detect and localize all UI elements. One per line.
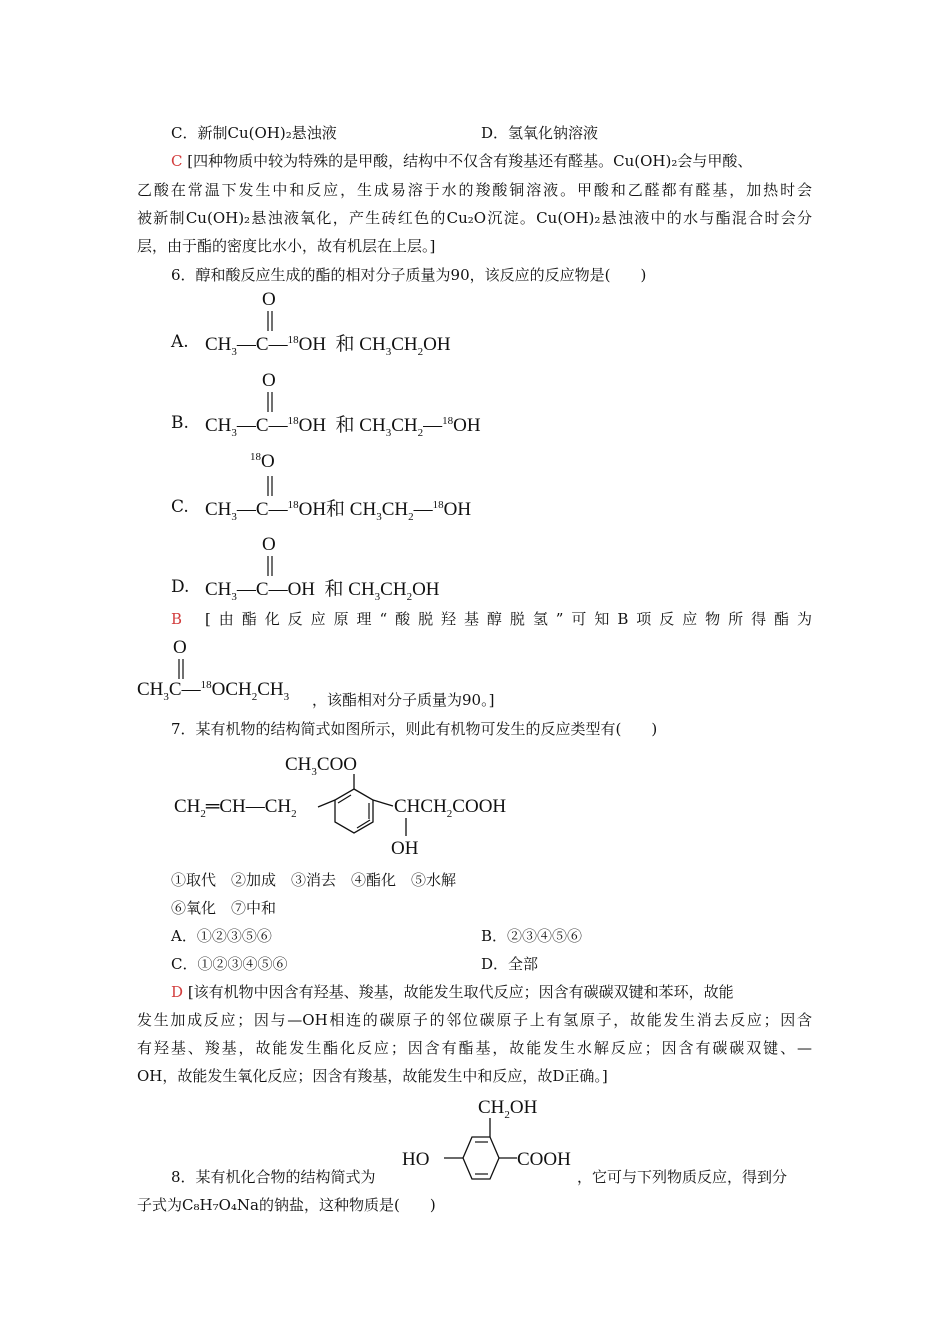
- q7-stem: 7．某有机物的结构简式如图所示，则此有机物可发生的反应类型有( ): [171, 720, 658, 738]
- q8-hydroxy-group: HO: [402, 1149, 430, 1170]
- q7-types-line2: ⑥氧化 ⑦中和: [171, 899, 277, 917]
- q6-option-d-formula: $CH_3—C—OH$ 和 $CH_3CH_2OH$: [205, 579, 440, 603]
- q8-benzene-ring: [420, 1118, 520, 1188]
- q7-hydroxyl-group: OH: [391, 838, 419, 859]
- q6-option-d-letter: D.: [171, 577, 190, 597]
- q6-option-b-letter: B.: [171, 413, 189, 433]
- q6-option-c-letter: C.: [171, 497, 189, 517]
- q8-stem-line2: 子式为C₈H₇O₄Na的钠盐，这种物质是( ): [137, 1196, 436, 1214]
- q7-answer-letter: D: [171, 983, 184, 1001]
- q8-carboxyl-group: COOH: [517, 1149, 571, 1170]
- q7-option-a: A．①②③⑤⑥: [171, 927, 272, 945]
- q7-allyl-chain: $CH_2═CH—CH_2$: [174, 796, 297, 820]
- q6-answer-letter: B: [171, 610, 183, 628]
- q8-stem-prefix: 8．某有机化合物的结构简式为: [171, 1168, 376, 1186]
- q7-explanation-line4: OH，故能发生氧化反应；因含有羧基，故能发生中和反应，故D正确。]: [137, 1067, 608, 1085]
- q6-option-b-oxygen: O: [262, 370, 276, 391]
- q6-option-a-formula: $CH_3—C—^{18}OH$ 和 $CH_3CH_2OH$: [205, 334, 451, 358]
- q5-explanation-line4: 层，由于酯的密度比水小，故有机层在上层。]: [137, 237, 436, 255]
- q7-option-b: B．②③④⑤⑥: [481, 927, 583, 945]
- q6-option-b-double-bond: [265, 392, 275, 414]
- q8-stem-suffix: ，它可与下列物质反应，得到分: [577, 1168, 788, 1186]
- q7-option-d: D．全部: [481, 955, 539, 973]
- q5-answer-letter: C: [171, 152, 183, 170]
- q6-option-c-double-bond: [265, 476, 275, 498]
- q7-benzene-ring: [300, 770, 410, 845]
- q7-option-c: C．①②③④⑤⑥: [171, 955, 288, 973]
- q6-stem: 6．醇和酸反应生成的酯的相对分子质量为90，该反应的反应物是( ): [171, 266, 647, 284]
- q7-explanation-line3: 有羟基、羧基，故能发生酯化反应；因含有酯基，故能发生水解反应；因含有碳碳双键、—: [137, 1039, 812, 1057]
- q6-option-d-double-bond: [265, 556, 275, 578]
- q8-hydroxymethyl-group: $CH_2OH$: [478, 1097, 538, 1121]
- q5-explanation-line3: 被新制Cu(OH)₂悬浊液氧化，产生砖红色的Cu₂O沉淀。Cu(OH)₂悬浊液中的水与酯混合时会分: [137, 209, 812, 227]
- q5-option-d: D．氢氧化钠溶液: [481, 124, 599, 142]
- q6-option-a-oxygen: O: [262, 289, 276, 310]
- q6-option-b-formula: $CH_3—C—^{18}OH$ 和 $CH_3CH_2—^{18}OH$: [205, 415, 481, 439]
- q6-option-a-double-bond: [265, 311, 275, 333]
- q7-explanation-line2: 发生加成反应；因与—OH相连的碳原子的邻位碳原子上有氢原子，故能发生消去反应；因含: [137, 1011, 812, 1029]
- q6-ester-formula: $CH_3C—^{18}OCH_2CH_3$: [137, 679, 290, 703]
- q6-option-a-letter: A.: [171, 332, 189, 352]
- q7-acetate-group: $CH_3COO$: [285, 754, 358, 778]
- q7-explanation-line1: D [该有机物中因含有羟基、羧基，故能发生取代反应；因含有碳碳双键和苯环，故能: [171, 983, 734, 1001]
- q5-explanation-line1: C [四种物质中较为特殊的是甲酸，结构中不仅含有羧基还有醛基。Cu(OH)₂会与甲酸、: [171, 152, 753, 170]
- q6-ester-oxygen: O: [173, 637, 187, 658]
- q6-explanation-line1: [171, 609, 182, 629]
- q5-option-c: C．新制Cu(OH)₂悬浊液: [171, 124, 337, 142]
- q6-option-c-oxygen: $^{18}$O: [250, 451, 275, 472]
- q5-explanation-line2: 乙酸在常温下发生中和反应，生成易溶于水的羧酸铜溶液。甲酸和乙醛都有醛基，加热时会: [137, 181, 812, 199]
- q7-side-chain: $CHCH_2COOH$: [394, 796, 507, 820]
- q6-explanation-text: [由酯化反应原理“酸脱羟基醇脱氢”可知B项反应物所得酯为: [205, 610, 812, 628]
- q6-explanation-tail: ，该酯相对分子质量为90。]: [312, 691, 495, 709]
- q7-types-line1: ①取代 ②加成 ③消去 ④酯化 ⑤水解: [171, 871, 457, 889]
- q6-option-c-formula: $CH_3—C—^{18}OH$和 $CH_3CH_2—^{18}OH$: [205, 499, 472, 523]
- q6-ester-double-bond: [176, 659, 186, 681]
- q6-option-d-oxygen: O: [262, 534, 276, 555]
